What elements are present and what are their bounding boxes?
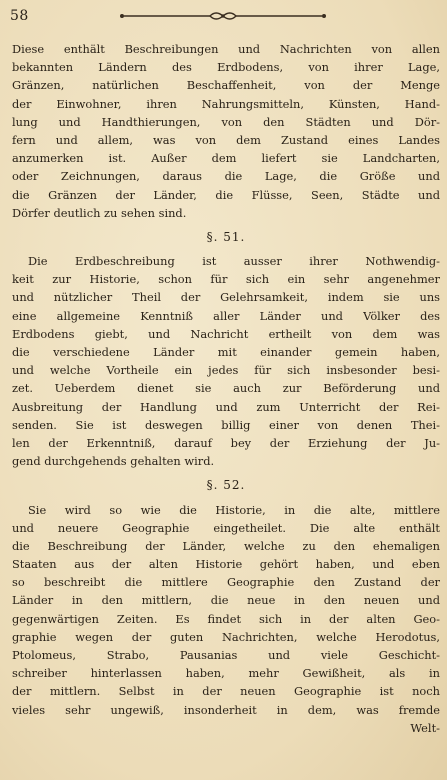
text-line: die verschiedene Länder mit einander gemein haben,	[12, 345, 440, 359]
section-heading-51: §. 51.	[206, 229, 246, 244]
text-line: und welche Vortheile ein jedes für sich insbesonder besi-	[12, 363, 440, 378]
text-line: Gränzen, natürlichen Beschaffenheit, von der Menge	[12, 78, 440, 93]
text-line: vieles sehr ungewiß, insonderheit in dem, was fremde	[12, 702, 440, 717]
text-line: bekannten Ländern des Erdbodens, von ihrer Lage,	[12, 60, 440, 75]
paragraph-1	[12, 40, 440, 222]
text-line: Diese enthält Beschreibungen und Nachrichten von allen	[12, 42, 440, 56]
header-ornament-icon	[118, 8, 328, 24]
text-line: Sie wird so wie die Historie, in die alte, mittlere	[28, 502, 440, 517]
text-line: und nützlicher Theil der Gelehrsamkeit, indem sie uns	[12, 290, 440, 305]
page-number: 58	[10, 8, 29, 24]
text-line: lung und Handthierungen, von den Städten und Dör-	[12, 114, 440, 129]
text-line: len der Erkenntniß, darauf bey der Erziehung der Ju-	[12, 435, 440, 450]
text-line: senden. Sie ist deswegen billig einer von denen Thei-	[12, 417, 440, 432]
text-line: so beschreibt die mittlere Geographie den Zustand der	[12, 575, 440, 590]
text-line: anzumerken ist. Außer dem liefert sie Landcharten,	[12, 151, 440, 166]
section-heading-52: §. 52.	[206, 478, 246, 493]
text-line: eine allgemeine Kenntniß aller Länder und Völker des	[12, 308, 440, 323]
text-line: gend durchgehends gehalten wird.	[12, 454, 215, 469]
text-line: Ptolomeus, Strabo, Pausanias und viele Geschicht-	[12, 648, 440, 662]
text-line: Dörfer deutlich zu sehen sind.	[12, 205, 187, 220]
text-line: graphie wegen der guten Nachrichten, welche Herodotus,	[12, 629, 440, 644]
text-line: Ausbreitung der Handlung und zum Unterricht der Rei-	[12, 399, 440, 414]
text-line: Länder in den mittlern, die neue in den neuen und	[12, 593, 440, 608]
text-line: Welt-	[410, 720, 440, 735]
text-line: die Beschreibung der Länder, welche zu den ehemaligen	[12, 538, 440, 553]
paragraph-2	[12, 252, 440, 470]
text-line: keit zur Historie, schon für sich ein sehr angenehmer	[12, 272, 440, 287]
text-line: Die Erdbeschreibung ist ausser ihrer Nothwendig-	[28, 254, 440, 269]
text-line: Erdbodens giebt, und Nachricht ertheilt von dem was	[12, 326, 440, 341]
text-line: der Einwohner, ihren Nahrungsmitteln, Künsten, Hand-	[12, 96, 440, 111]
text-line: fern und allem, was von dem Zustand eines Landes	[12, 132, 440, 147]
text-line: der mittlern. Selbst in der neuen Geographie ist noch	[12, 684, 440, 699]
text-line: und neuere Geographie eingetheilet. Die alte enthält	[12, 520, 440, 535]
text-line: oder Zeichnungen, daraus die Lage, die Größe und	[12, 169, 440, 184]
text-line: schreiber hinterlassen haben, mehr Gewißheit, als in	[12, 666, 440, 681]
text-line: gegenwärtigen Zeiten. Es findet sich in der alten Geo-	[12, 611, 440, 626]
page-body	[12, 40, 440, 737]
text-line: zet. Ueberdem dienet sie auch zur Beförderung und	[12, 381, 440, 396]
paragraph-3	[12, 501, 440, 737]
text-line: die Gränzen der Länder, die Flüsse, Seen, Städte und	[12, 187, 440, 202]
text-line: Staaten aus der alten Historie gehört haben, und eben	[12, 557, 440, 572]
